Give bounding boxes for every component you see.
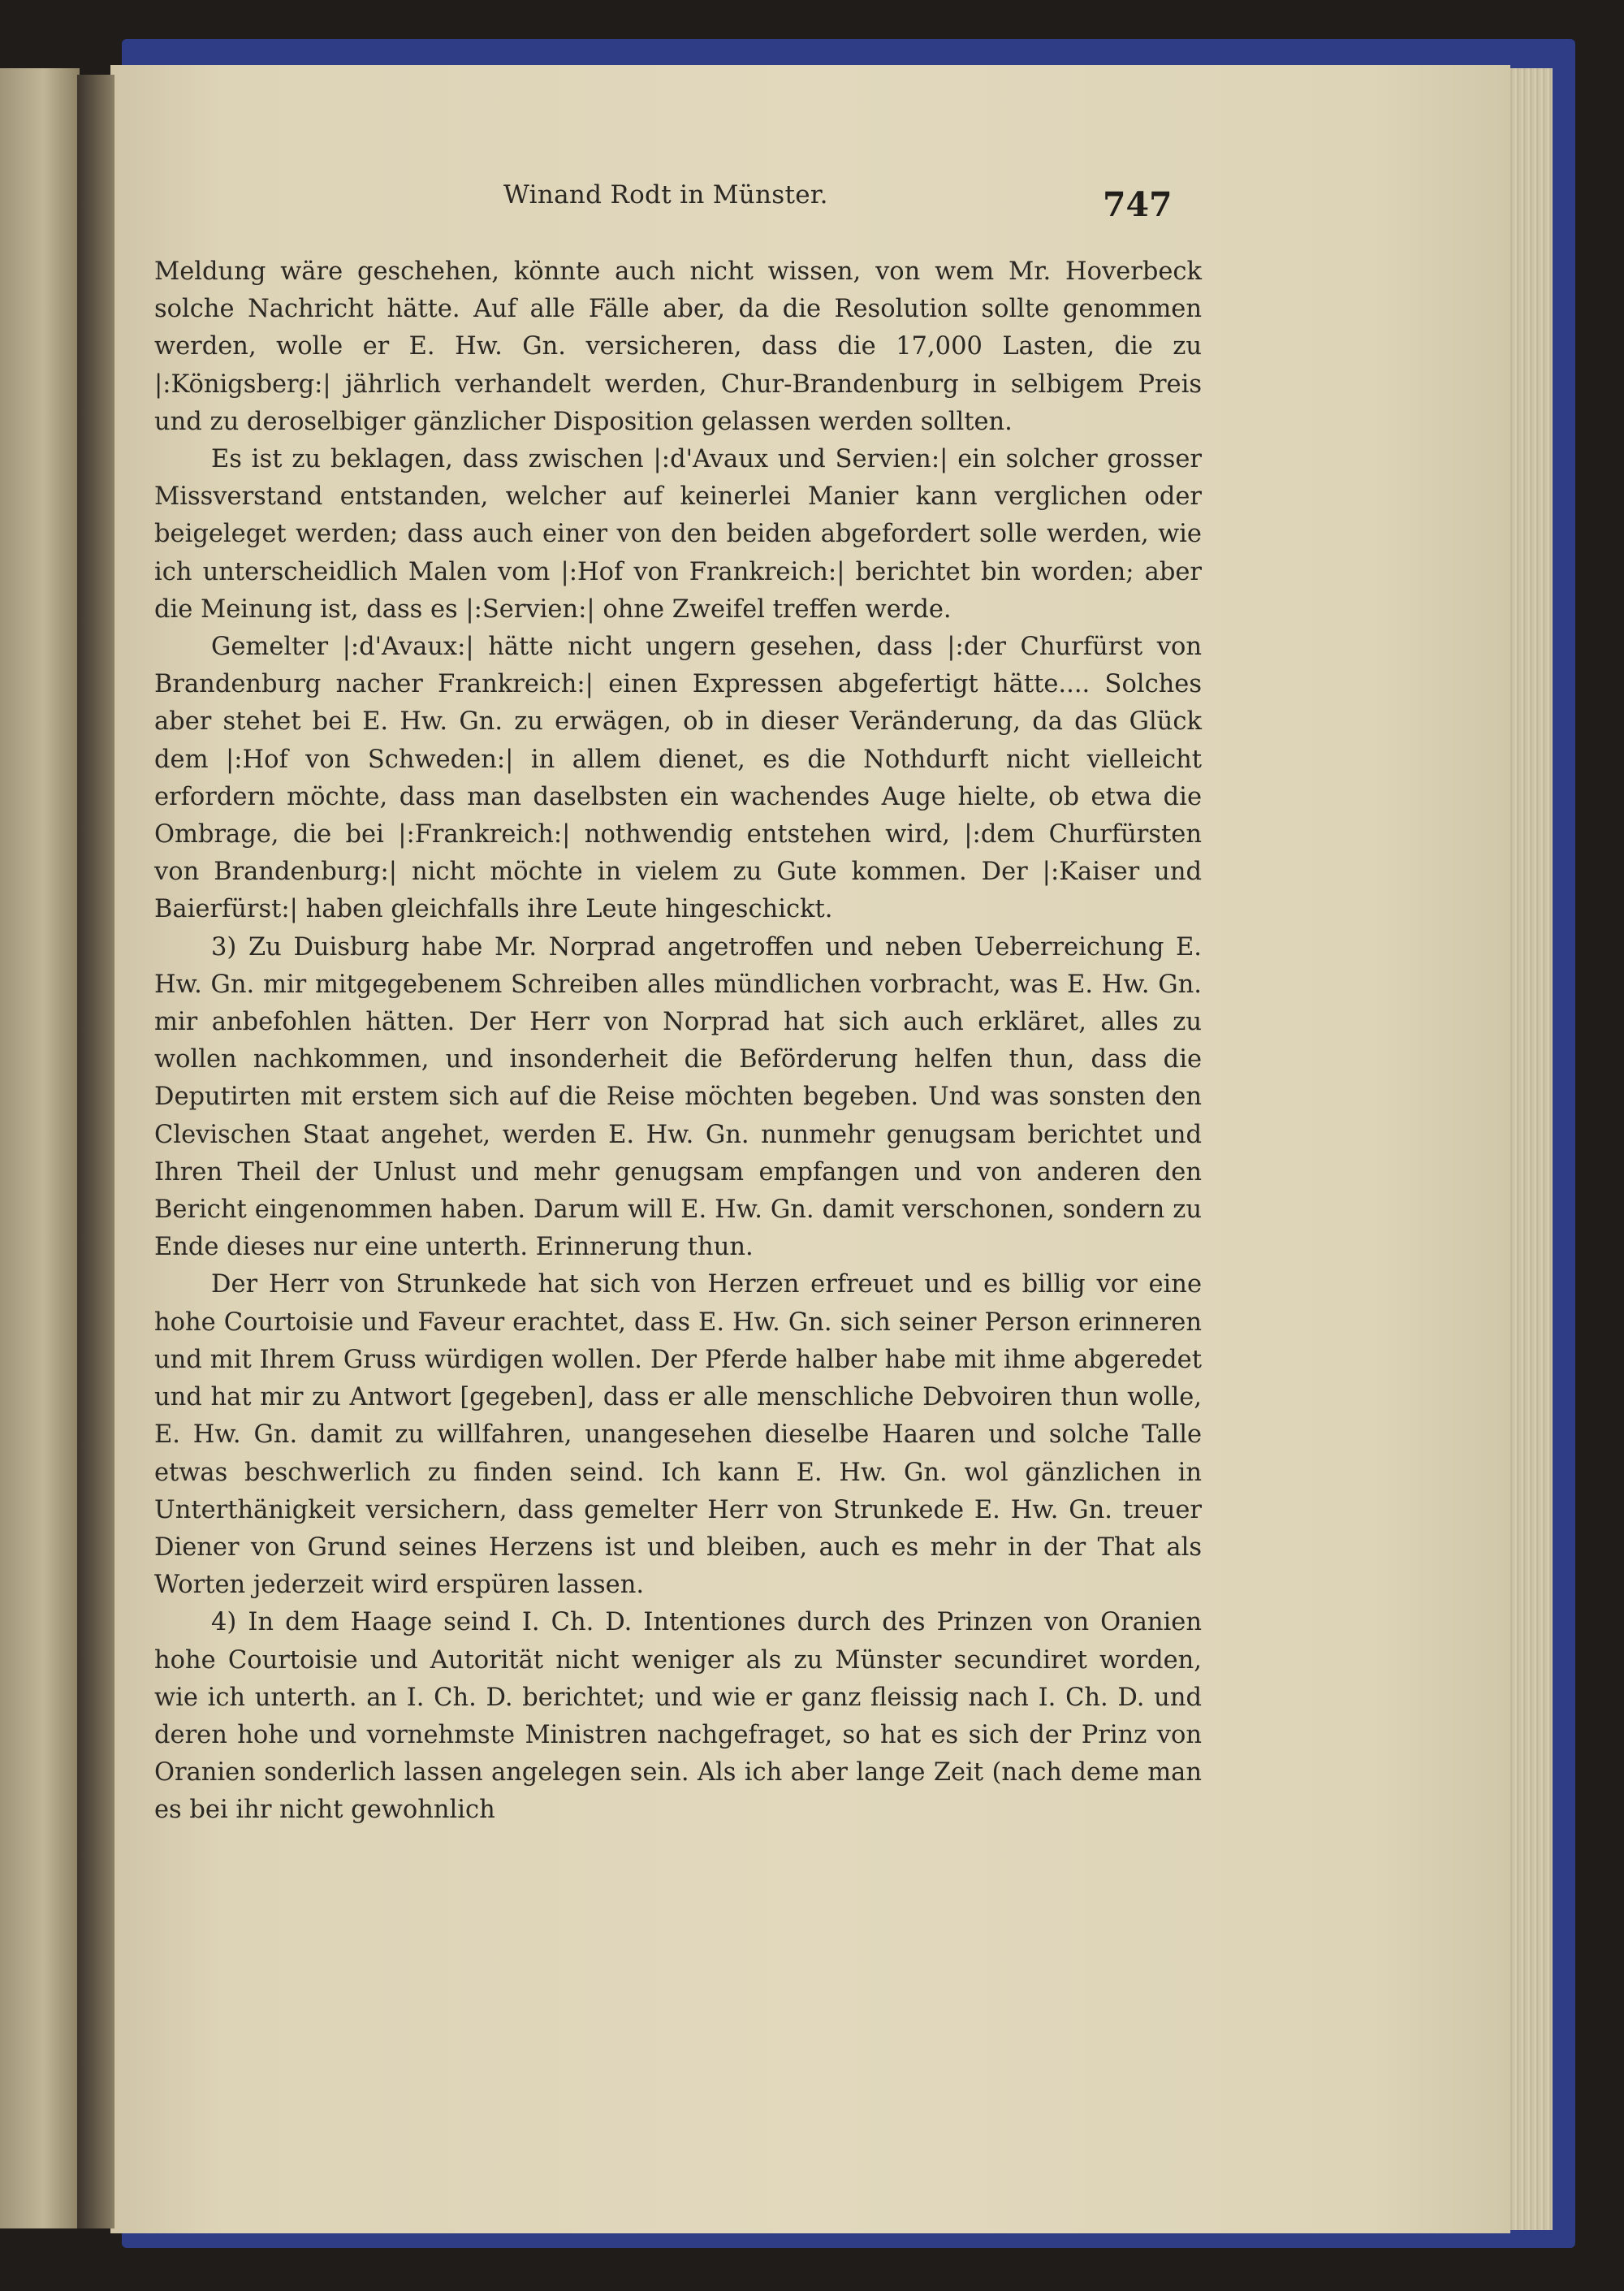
paragraph-5: Der Herr von Strunkede hat sich von Herzen erfreuet und es billig vor eine hohe Courtoisie und Faveur erachtet, dass E. Hw. Gn. sich seiner Person erinneren und mit Ihrem Gruss würdigen wollen. Der Pferde halber habe mit ihme abgeredet und hat mir zu Antwort [gegeben], dass er alle menschliche Debvoiren thun wolle, E. Hw. Gn. damit zu willfahren, unangesehen dieselbe Haaren und solche Talle etwas beschwerlich zu finden seind. Ich kann E. Hw. Gn. wol gänzlichen in Unterthänigkeit versichern, dass gemelter Herr von Strunkede E. Hw. Gn. treuer Diener von Grund seines Herzens ist und bleiben, auch es mehr in der That als Worten jederzeit wird erspüren lassen. <box>154 1270 1202 1600</box>
paragraph-4: 3) Zu Duisburg habe Mr. Norprad angetroffen und neben Ueberreichung E. Hw. Gn. mir mitgegebenem Schreiben alles mündlichen vorbracht, was E. Hw. Gn. mir anbefohlen hätten. Der Herr von Norprad hat sich auch erkläret, alles zu wollen nachkommen, und insonderheit die Beförderung helfen thun, dass die Deputirten mit erstem sich auf die Reise möchten begeben. Und was sonsten den Clevischen Staat angehet, werden E. Hw. Gn. nunmehr genugsam berichtet und Ihren Theil der Unlust und mehr genugsam empfangen und von anderen den Bericht eingenommen haben. Darum will E. Hw. Gn. damit verschonen, sondern zu Ende dieses nur eine unterth. Erinnerung thun. <box>154 932 1202 1262</box>
book-gutter <box>77 75 114 2228</box>
paragraph-2: Es ist zu beklagen, dass zwischen |:d'Avaux und Servien:| ein solcher grosser Missverstand entstanden, welcher auf keinerlei Manier kann verglichen oder beigeleget werden; dass auch einer von den beiden abgefordert solle werden, wie ich unterscheidlich Malen vom |:Hof von Frankreich:| berichtet bin worden; aber die Meinung ist, dass es |:Servien:| ohne Zweifel treffen werde. <box>154 445 1202 624</box>
paragraph-6: 4) In dem Haage seind I. Ch. D. Intentiones durch des Prinzen von Oranien hohe Courtoisie und Autorität nicht weniger als zu Münster secundiret worden, wie ich unterth. an I. Ch. D. berichtet; und wie er ganz fleissig nach I. Ch. D. und deren hohe und vornehmste Ministren nachgefraget, so hat es sich der Prinz von Oranien sonderlich lassen angelegen sein. Als ich aber lange Zeit (nach deme man es bei ihr nicht gewohnlich <box>154 1608 1202 1825</box>
running-title: Winand Rodt in Münster. <box>503 180 828 210</box>
paragraph-1: Meldung wäre geschehen, könnte auch nicht wissen, von wem Mr. Hoverbeck solche Nachricht hätte. Auf alle Fälle aber, da die Resolution sollte genommen werden, wolle er E. Hw. Gn. versicheren, dass die 17,000 Lasten, die zu |:Königsberg:| jährlich verhandelt werden, Chur-Brandenburg in selbigem Preis und zu deroselbiger gänzlicher Disposition gelassen werden sollten. <box>154 257 1202 436</box>
page-number: 747 <box>1103 185 1173 224</box>
paragraph-3: Gemelter |:d'Avaux:| hätte nicht ungern gesehen, dass |:der Churfürst von Brandenburg nacher Frankreich:| einen Expressen abgefertigt hätte.... Solches aber stehet bei E. Hw. Gn. zu erwägen, ob in dieser Veränderung, da das Glück dem |:Hof von Schweden:| in allem dienet, es die Nothdurft nicht vielleicht erfordern möchte, dass man daselbsten ein wachendes Auge hielte, ob etwa die Ombrage, die bei |:Frankreich:| nothwendig entstehen wird, |:dem Churfürsten von Brandenburg:| nicht möchte in vielem zu Gute kommen. Der |:Kaiser und Baierfürst:| haben gleichfalls ihre Leute hingeschickt. <box>154 633 1202 924</box>
left-page-edge <box>0 68 80 2228</box>
page-body <box>154 253 1202 1830</box>
